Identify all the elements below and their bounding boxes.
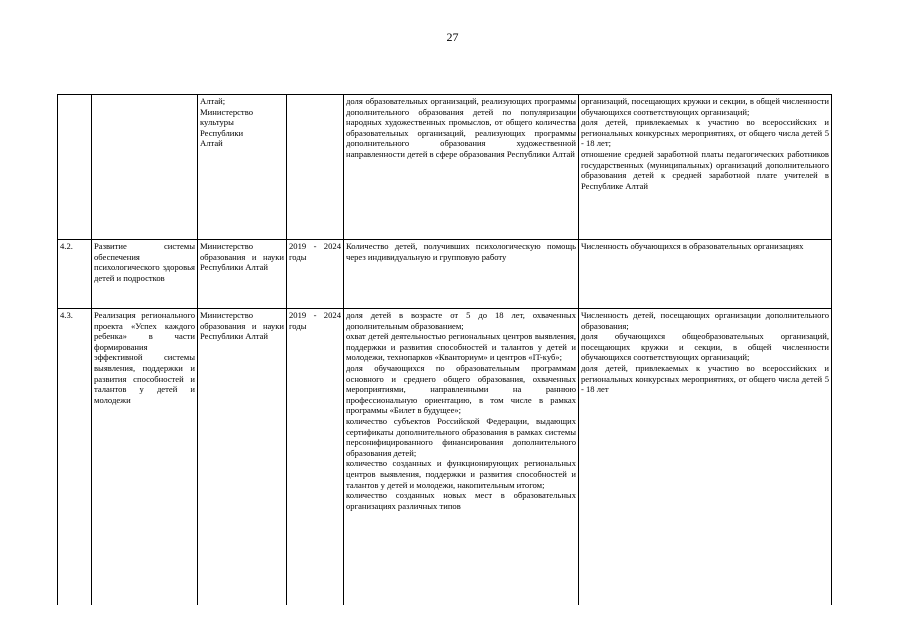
page-number: 27 [446,30,459,44]
cell-text: 2019 - 2024 годы [289,241,341,262]
cell-text: Численность детей, посещающих организации дополнительного образования; [581,310,829,331]
cell-period [287,240,344,309]
cell-measure-name [92,240,198,309]
table-body [58,95,832,605]
cell-measure-name [92,95,198,240]
cell-text: Алтай; [200,96,226,106]
cell-text: Реализация регионального проекта «Успех каждого ребенка» в части формирования эффективной системы выявления, поддержки и развития способностей и талантов у детей и молодежи [94,310,195,405]
cell-text: Министерство образования и науки Республики Алтай [200,241,284,273]
cell-text: Количество детей, получивших психологическую помощь через индивидуальную и групповую работу [346,241,576,262]
cell-text: доля образовательных организаций, реализующих программы дополнительного образования детей по популяризации народных художественных промыслов, от общего количества образовательных организаций, реализующих программы дополнительного образования художественной направленности детей в сфере образования Республики Алтай [346,96,576,159]
cell-text: охват детей деятельностью региональных центров выявления, поддержки и развития способностей и талантов у детей и молодежи, технопарков «Кванториум» и центров «IT-куб»; [346,331,576,363]
cell-text: доля детей в возрасте от 5 до 18 лет, охваченных дополнительным образованием; [346,310,576,331]
measures-table [57,94,832,605]
cell-text: количество созданных и функционирующих региональных центров выявления, поддержки и развития способностей и талантов у детей и молодежи, накопительным итогом; [346,458,576,490]
cell-text: количество созданных новых мест в образовательных организациях различных типов [346,490,576,511]
cell-measure-name [92,309,198,605]
cell-text: количество субъектов Российской Федерации, выдающих сертификаты дополнительного образования в рамках системы персонифицированного финансирования дополнительного образования детей; [346,415,576,458]
cell-number [58,95,92,240]
cell-executor [198,95,287,240]
cell-indicators [344,95,579,240]
cell-text: Алтай [200,138,223,149]
cell-text: культуры [200,117,234,128]
cell-text: Министерство [200,106,253,117]
cell-text: организаций, посещающих кружки и секции, в общей численности обучающихся соответствующих организаций; [581,96,829,117]
cell-text: доля детей, привлекаемых к участию во всероссийских и региональных конкурсных мероприятиях, от общего числа детей 5 - 18 лет [581,362,829,395]
cell-executor [198,240,287,309]
cell-text: 2019 - 2024 годы [289,310,341,331]
cell-number: 4.2. [58,240,92,309]
cell-indicators [344,309,579,605]
cell-targets [579,309,832,605]
cell-period [287,95,344,240]
table-row [58,240,832,309]
cell-text: доля детей, привлекаемых к участию во всероссийских и региональных конкурсных мероприятиях, от общего числа детей 5 - 18 лет; [581,117,829,149]
cell-period [287,309,344,605]
cell-targets [579,240,832,309]
cell-indicators [344,240,579,309]
cell-text: отношение средней заработной платы педагогических работников государственных (муниципальных) организаций дополнительного образования детей к средней заработной плате учителей в Республике Алтай [581,148,829,191]
table-row [58,95,832,240]
cell-targets [579,95,832,240]
cell-text: Численность обучающихся в образовательных организациях [581,241,804,251]
cell-number: 4.3. [58,309,92,605]
table-row [58,309,832,605]
cell-text: доля обучающихся общеобразовательных организаций, посещающих кружки и секции, в общей численности обучающихся соответствующих организаций; [581,331,829,363]
cell-text: доля обучающихся по образовательным программам основного и среднего общего образования, охваченных мероприятиями, направленными на раннюю профессиональную ориентацию, в том числе в рамках программы «Билет в будущее»; [346,362,576,416]
cell-executor [198,309,287,605]
cell-text: Республики [200,127,244,138]
cell-text: Министерство образования и науки Республики Алтай [200,310,284,342]
cell-text: Развитие системы обеспечения психологического здоровья детей и подростков [94,241,195,283]
